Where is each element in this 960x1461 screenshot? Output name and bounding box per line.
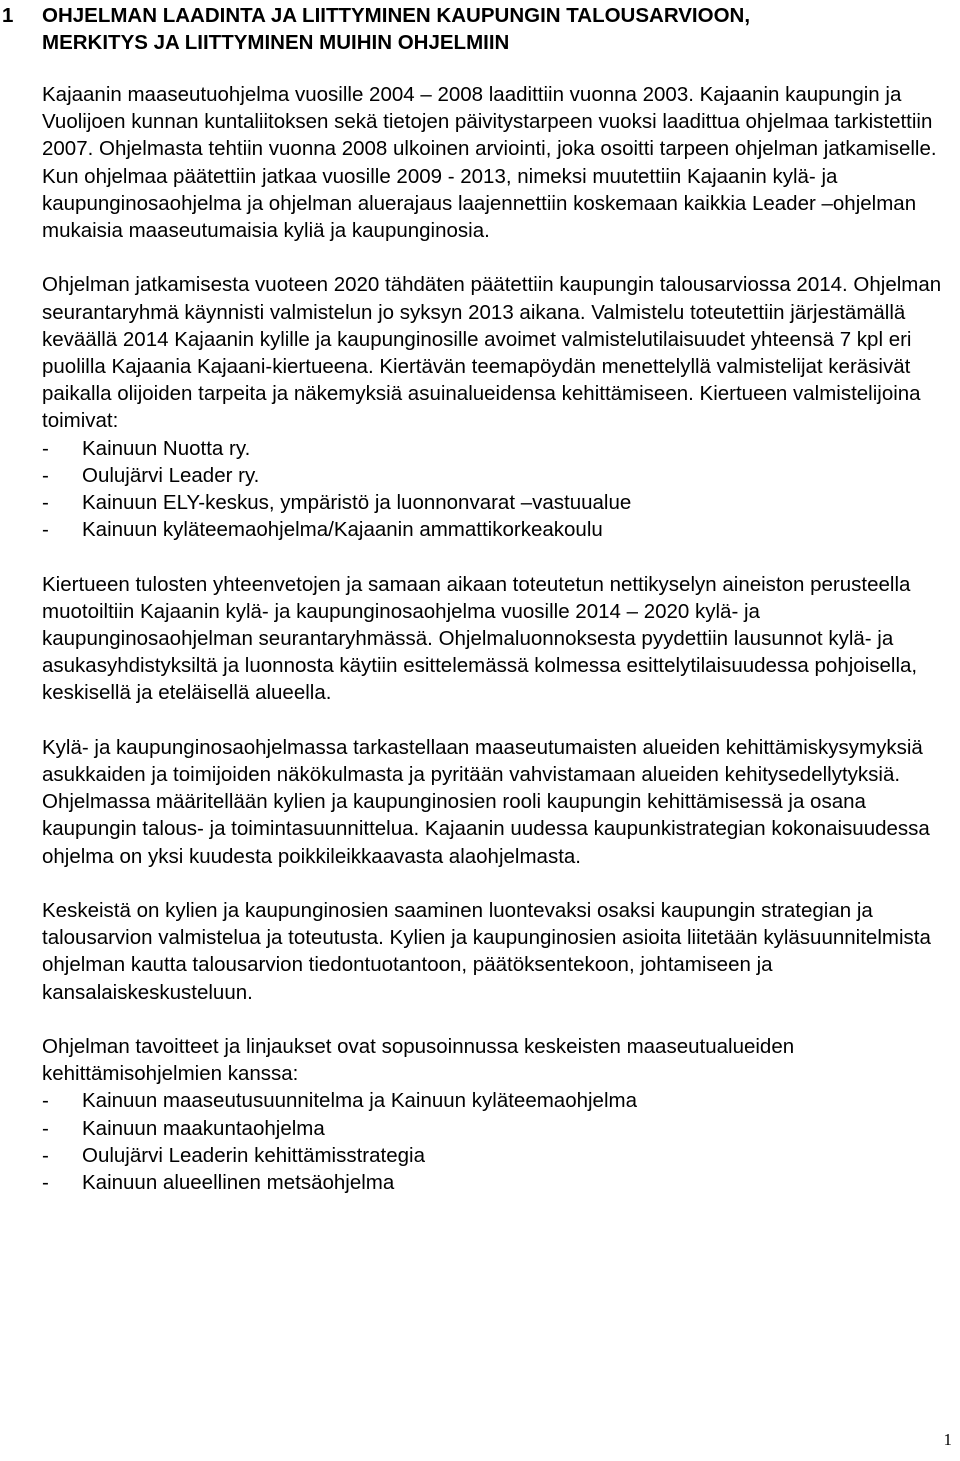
list-item-text: Oulujärvi Leaderin kehittämisstrategia [82, 1143, 425, 1167]
dash-marker: - [42, 463, 49, 487]
dash-marker: - [42, 1171, 49, 1195]
programmes-list [42, 1087, 957, 1196]
list-item-text: Kainuun maaseutusuunnitelma ja Kainuun kyläteemaohjelma [82, 1089, 637, 1113]
list-item-text: Kainuun kyläteemaohjelma/Kajaanin ammattikorkeakoulu [82, 518, 603, 542]
list-item [42, 462, 957, 489]
preparers-list [42, 435, 957, 544]
list-item-text: Kainuun maakuntaohjelma [82, 1116, 325, 1140]
dash-marker: - [42, 1143, 49, 1167]
dash-marker: - [42, 518, 49, 542]
dash-marker: - [42, 436, 49, 460]
section-number: 1 [2, 4, 14, 27]
list-item-text: Kainuun ELY-keskus, ympäristö ja luonnonvarat –vastuualue [82, 491, 632, 515]
paragraph-history: Kajaanin maaseutuohjelma vuosille 2004 – 2008 laadittiin vuonna 2003. Kajaanin kaupungin ja Vuolijoen kunnan kuntaliitoksen sekä tietojen päivitystarpeen vuoksi laadittua ohjelmaa tarkistettiin 2007. Ohjelmasta tehtiin vuonna 2008 ulkoinen arviointi, joka osoitti tarpeen ohjelman jatkamiselle. Kun ohjelmaa päätettiin jatkaa vuosille 2009 - 2013, nimeksi muutettiin Kajaanin kylä- ja kaupunginosaohjelma ja ohjelman aluerajaus laajennettiin koskemaan kaikkia Leader –ohjelman mukaisia maaseutumaisia kyliä ja kaupunginosia. [42, 83, 937, 243]
paragraph-alignment: Ohjelman tavoitteet ja linjaukset ovat sopusoinnussa keskeisten maaseutualueiden kehittämisohjelmien kanssa: [42, 1035, 795, 1086]
list-item [42, 435, 957, 462]
section-title [42, 2, 942, 56]
page-number: 1 [943, 1430, 952, 1449]
paragraph-integration: Keskeistä on kylien ja kaupunginosien saaminen luontevaksi osaksi kaupungin strategian ja talousarvion valmistelua ja toteutusta. Kylien ja kaupunginosien asioita liitetään kyläsuunnitelmista ohjelman kautta talousarvion tiedontuotantoon, päätöksentekoon, johtamiseen ja kansalaiskeskusteluun. [42, 899, 931, 1004]
dash-marker: - [42, 1089, 49, 1113]
paragraph-drafting: Kiertueen tulosten yhteenvetojen ja samaan aikaan toteutetun nettikyselyn aineiston perusteella muotoiltiin Kajaanin kylä- ja kaupunginosaohjelma vuosille 2014 – 2020 kylä- ja kaupunginosaohjelman seurantaryhmässä. Ohjelmaluonnoksesta pyydettiin lausunnot kylä- ja asukasyhdistyksiltä ja luonnosta käytiin esittelemässä kolmessa esittelytilaisuudessa pohjoisella, keskisellä ja eteläisellä alueella. [42, 572, 918, 705]
paragraph-purpose: Kylä- ja kaupunginosaohjelmassa tarkastellaan maaseutumaisten alueiden kehittämiskysymyksiä asukkaiden ja toimijoiden näkökulmasta ja pyritään vahvistamaan alueiden kehitysedellytyksiä. Ohjelmassa määritellään kylien ja kaupunginosien rooli kaupungin kehittämisessä ja osana kaupungin talous- ja toimintasuunnittelua. Kajaanin uudessa kaupunkistrategian kokonaisuudessa ohjelma on yksi kuudesta poikkileikkaavasta alaohjelmasta. [42, 735, 930, 868]
list-item [42, 1142, 957, 1169]
paragraph-preparation: Ohjelman jatkamisesta vuoteen 2020 tähdäten päätettiin kaupungin talousarviossa 2014. Ohjelman seurantaryhmä käynnisti valmistelun jo syksyn 2013 aikana. Valmistelu toteutettiin järjestämällä keväällä 2014 Kajaanin kylille ja kaupunginosille avoimet valmistelutilaisuudet yhteensä 7 kpl eri puolilla Kajaania Kajaani-kiertueena. Kiertävän teemapöydän menettelyllä valmistelijat keräsivät paikalla olijoiden tarpeita ja näkemyksiä asuinalueidensa kehittämiseen. Kiertueen valmistelijoina toimivat: [42, 273, 942, 433]
section-title-line-1: OHJELMAN LAADINTA JA LIITTYMINEN KAUPUNGIN TALOUSARVIOON, [42, 4, 751, 27]
dash-marker: - [42, 1116, 49, 1140]
section-title-line-2: MERKITYS JA LIITTYMINEN MUIHIN OHJELMIIN [42, 31, 510, 54]
list-item-text: Kainuun alueellinen metsäohjelma [82, 1171, 395, 1195]
list-item [42, 1169, 957, 1196]
list-item [42, 1087, 957, 1114]
list-item-text: Kainuun Nuotta ry. [82, 436, 251, 460]
dash-marker: - [42, 491, 49, 515]
list-item [42, 489, 957, 516]
body-text [42, 81, 957, 1196]
list-item-text: Oulujärvi Leader ry. [82, 463, 260, 487]
list-item [42, 1115, 957, 1142]
list-item [42, 516, 957, 543]
